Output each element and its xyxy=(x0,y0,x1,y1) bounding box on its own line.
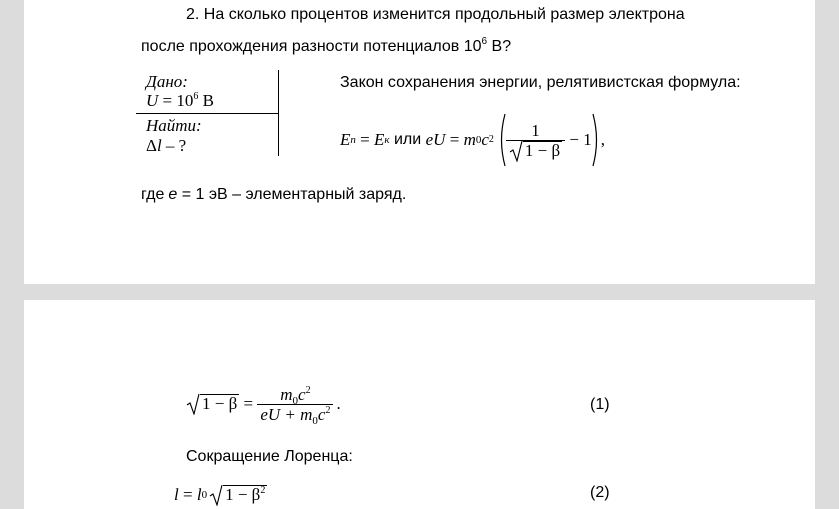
problem-line-2 xyxy=(141,37,511,57)
eq1-den-sup: 2 xyxy=(325,404,331,416)
eq-main-equals-2: = xyxy=(445,130,464,149)
where-prefix: где xyxy=(141,186,165,203)
eq-main-e2: E xyxy=(373,130,385,149)
eq-main-sqrt xyxy=(509,141,562,160)
eq1-num-c: c xyxy=(298,384,306,404)
given-u-exp: 6 xyxy=(193,91,199,102)
page-bottom xyxy=(24,300,815,509)
eq1-equals: = xyxy=(239,394,258,413)
eq2-sup2: 2 xyxy=(260,485,266,496)
eq1-period: . xyxy=(336,394,341,413)
problem-text-2: после прохождения разности потенциалов 10 xyxy=(141,38,482,55)
where-e: e xyxy=(168,186,178,203)
eq1-fraction xyxy=(257,384,333,427)
radical-icon xyxy=(186,393,200,415)
lorentz-text: Сокращение Лоренца: xyxy=(186,448,353,465)
page-top xyxy=(24,0,815,284)
eq-main-fraction xyxy=(506,121,565,160)
eq1-numerator xyxy=(277,384,313,407)
eq1-den-eu: eU + xyxy=(260,404,301,424)
eq-main-frac-num: 1 xyxy=(531,120,540,140)
eq-main-c: c xyxy=(481,130,489,149)
eq-main-frac-den xyxy=(506,140,565,160)
problem-text-1: 2. На сколько процентов изменится продольный размер электрона xyxy=(186,6,685,23)
eq1-number: (1) xyxy=(590,396,610,413)
problem-line-1 xyxy=(186,5,685,25)
right-paren-icon xyxy=(592,112,601,168)
find-delta: Δ xyxy=(146,136,157,155)
eq-main-minus-one: − 1 xyxy=(565,130,592,149)
eq2-number: (2) xyxy=(590,484,610,501)
given-divider xyxy=(136,113,278,114)
equation-1 xyxy=(186,378,341,430)
eq-main-comma: , xyxy=(600,130,605,149)
where-line xyxy=(141,185,406,205)
eq-main-equals: = xyxy=(355,130,374,149)
eq2-l0: l xyxy=(196,485,202,504)
given-vertical-line xyxy=(278,70,279,156)
eq2-sqrt-body-wrap xyxy=(223,485,267,504)
left-paren-icon xyxy=(497,112,506,168)
find-q: – ? xyxy=(161,136,187,155)
eq1-den-m: m xyxy=(300,404,313,424)
eq2-sqrt xyxy=(209,485,267,505)
eq-main-eu: eU xyxy=(425,130,446,149)
find-var: l xyxy=(156,136,162,155)
law-text: Закон сохранения энергии, релятивистская формула: xyxy=(340,74,741,91)
where-suffix: = 1 эВ – элементарный заряд. xyxy=(177,186,407,203)
eq2-l: l xyxy=(174,485,179,504)
eq-main-m: m xyxy=(463,130,476,149)
equation-main: E п = E к или eU = m 0 c 2 $\frac{1}{1 - \beta}$ − 1 , xyxy=(340,112,605,168)
given-u-var: U xyxy=(146,91,159,110)
given-u-eq: = 10 xyxy=(158,91,194,110)
eq1-sqrt-body: 1 − β xyxy=(202,394,238,413)
eq1-denominator xyxy=(257,404,333,427)
eq1-num-sub: 0 xyxy=(292,394,299,407)
eq1-den-sub: 0 xyxy=(312,414,318,427)
eq1-den-c: c xyxy=(317,404,326,424)
find-label: Найти: xyxy=(146,116,202,135)
equation-2: l = l 0 $1 - \beta^2$ xyxy=(174,485,266,504)
eq1-num-m: m xyxy=(280,384,293,404)
eq2-equals: = xyxy=(178,485,197,504)
problem-exponent: 6 xyxy=(481,36,488,47)
radical-icon xyxy=(209,484,223,506)
eq1-num-sup: 2 xyxy=(305,384,311,396)
given-u-unit: В xyxy=(198,91,214,110)
problem-text-2-end: В? xyxy=(487,38,512,55)
given-label: Дано: xyxy=(146,72,188,91)
eq2-sqrt-body: 1 − β xyxy=(225,485,261,504)
eq-main-ili: или xyxy=(389,131,426,148)
radical-icon xyxy=(509,140,523,162)
eq-main-e1: E xyxy=(340,130,351,149)
find-item xyxy=(146,136,186,156)
given-voltage xyxy=(146,91,214,111)
eq1-sqrt xyxy=(186,394,239,414)
eq-main-sqrt-body: 1 − β xyxy=(524,140,561,160)
